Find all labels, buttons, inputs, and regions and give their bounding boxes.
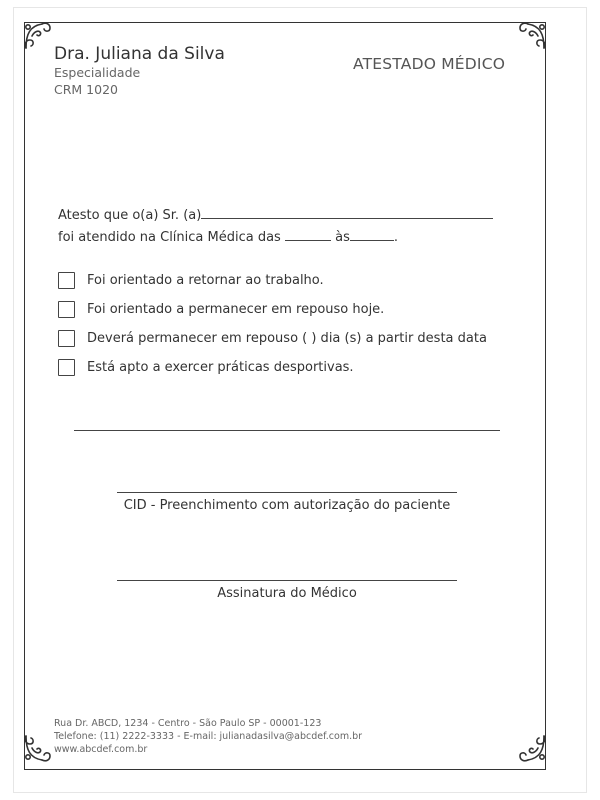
document-title: ATESTADO MÉDICO <box>353 55 506 73</box>
option-checkbox[interactable] <box>58 301 75 318</box>
option-checkbox[interactable] <box>58 272 75 289</box>
attest-line <box>58 206 493 223</box>
option-checkbox[interactable] <box>58 359 75 376</box>
cid-caption: CID - Preenchimento com autorização do paciente <box>123 498 451 513</box>
option-rest-days[interactable] <box>58 327 487 349</box>
option-label: Está apto a exercer práticas desportivas. <box>87 359 354 375</box>
attest-prefix: Atesto que o(a) Sr. (a) <box>58 208 202 223</box>
cid-line[interactable] <box>117 492 457 493</box>
option-label: Foi orientado a permanecer em repouso hoje. <box>87 301 385 317</box>
signature-line[interactable] <box>117 580 457 581</box>
option-label: Deverá permanecer em repouso ( ) dia (s) a partir desta data <box>87 330 487 346</box>
signature-caption: Assinatura do Médico <box>217 586 357 601</box>
option-checkbox[interactable] <box>58 330 75 347</box>
attended-prefix: foi atendido na Clínica Médica das <box>58 230 281 245</box>
corner-ornament-icon <box>20 18 56 54</box>
patient-name-blank[interactable] <box>201 206 493 219</box>
doctor-specialty: Especialidade <box>54 65 141 80</box>
corner-ornament-icon <box>20 730 56 766</box>
page-border <box>24 22 546 770</box>
option-fit-for-sports[interactable] <box>58 356 354 378</box>
attended-middle: às <box>335 230 350 245</box>
doctor-crm: CRM 1020 <box>54 82 118 97</box>
attended-line <box>58 228 398 245</box>
attended-suffix: . <box>393 230 398 245</box>
time-from-blank[interactable] <box>285 228 331 241</box>
doctor-name: Dra. Juliana da Silva <box>54 44 225 64</box>
footer-contact: Telefone: (11) 2222-3333 - E-mail: julianadasilva@abcdef.com.br <box>54 731 363 742</box>
footer-website: www.abcdef.com.br <box>54 744 148 755</box>
notes-line[interactable] <box>74 430 500 431</box>
option-rest-today[interactable] <box>58 298 384 320</box>
option-return-to-work[interactable] <box>58 269 324 291</box>
corner-ornament-icon <box>514 18 550 54</box>
corner-ornament-icon <box>514 730 550 766</box>
option-label: Foi orientado a retornar ao trabalho. <box>87 272 324 288</box>
time-to-blank[interactable] <box>350 228 394 241</box>
footer-address: Rua Dr. ABCD, 1234 - Centro - São Paulo SP - 00001-123 <box>54 718 322 729</box>
